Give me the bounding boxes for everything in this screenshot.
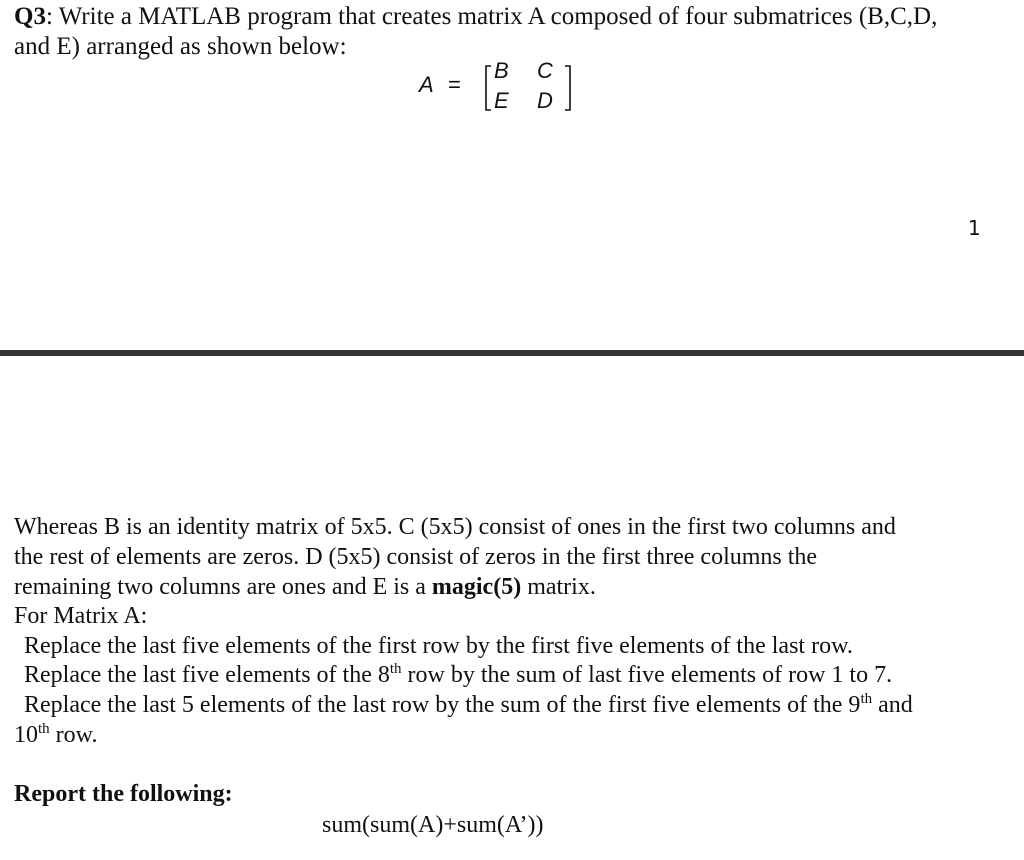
- equation-equals: =: [448, 72, 461, 97]
- question-line-2: and E) arranged as shown below:: [14, 33, 347, 60]
- step-2: Replace the last five elements of the 8th row by the sum of last five elements of row 1 to 7.: [24, 661, 893, 688]
- report-expression: sum(sum(A)+sum(A’)): [322, 812, 544, 838]
- submatrix-b: B: [494, 58, 509, 83]
- submatrix-c: C: [537, 58, 553, 83]
- equation-lhs: A: [419, 72, 434, 97]
- step-3-continuation: 10th row.: [14, 721, 98, 748]
- right-bracket: [565, 66, 570, 110]
- question-line-1: Q3: Write a MATLAB program that creates matrix A composed of four submatrices (B,C,D,: [14, 3, 938, 30]
- left-bracket: [486, 66, 491, 110]
- submatrix-d: D: [537, 88, 553, 113]
- magic-function: magic(5): [431, 574, 522, 600]
- submatrix-e: E: [494, 88, 509, 113]
- question-label: Q3: [14, 3, 46, 30]
- step-1: Replace the last five elements of the first row by the first five elements of the last row.: [24, 633, 853, 659]
- description-line-2: the rest of elements are zeros. D (5x5) consist of zeros in the first three columns the: [14, 544, 818, 570]
- description-line-3: remaining two columns are ones and E is a magic(5) matrix.: [14, 574, 596, 600]
- page-divider: [0, 350, 1024, 356]
- step-3: Replace the last 5 elements of the last row by the sum of the first five elements of the 9th and: [24, 691, 913, 718]
- page-number: 1: [968, 216, 981, 240]
- description-line-1: Whereas B is an identity matrix of 5x5. C (5x5) consist of ones in the first two columns and: [14, 514, 896, 540]
- report-heading: Report the following:: [14, 781, 233, 807]
- description-line-4: For Matrix A:: [14, 603, 148, 629]
